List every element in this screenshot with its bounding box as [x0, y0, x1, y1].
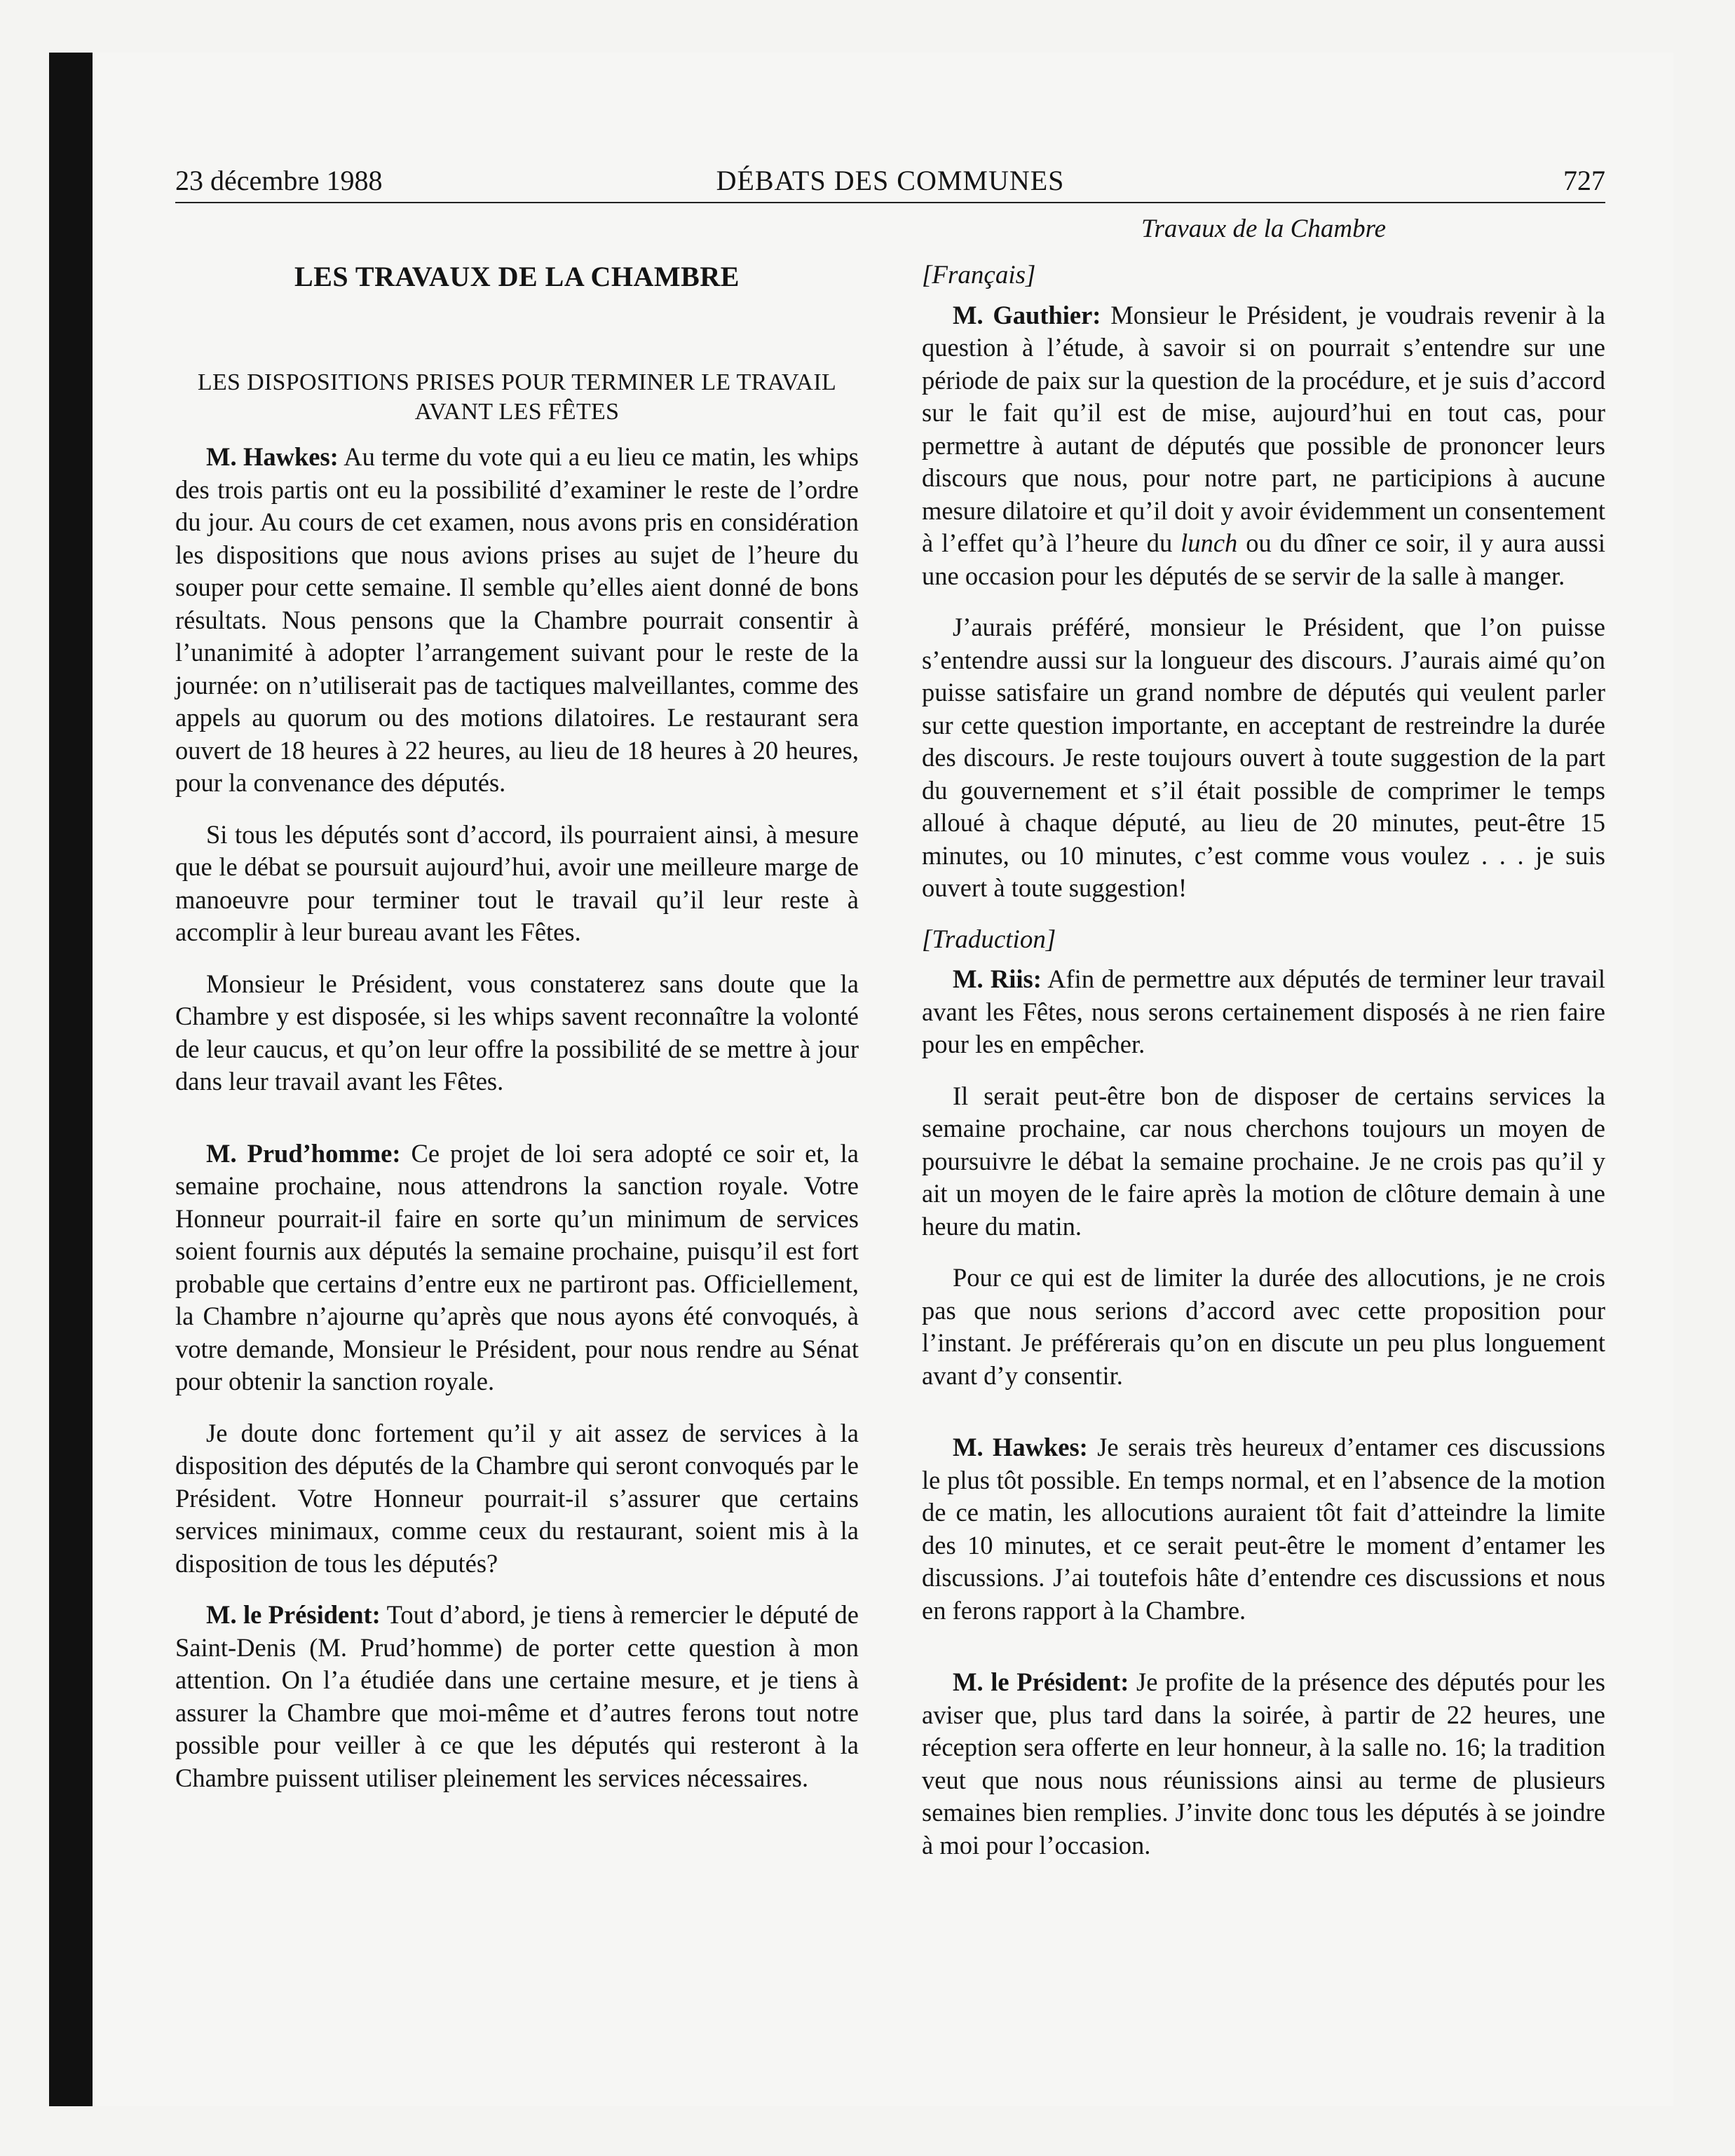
- speaker-name: M. Riis:: [953, 964, 1042, 993]
- scan-binding-edge: [49, 53, 93, 2106]
- speaker-name: M. Hawkes:: [206, 442, 339, 471]
- paragraph: [175, 819, 859, 949]
- paragraph-text: Je serais très heureux d’entamer ces discussions le plus tôt possible. En temps normal, et en l’absence de la motion de ce matin, les allocutions auraient tôt fait d’atteindre la limite des 10 minutes, et ce serait peut-être le moment d’entamer les discussions. J’ai toutefois hâte d’entendre ces discussions et nous en ferons rapport à la Chambre.: [922, 1433, 1606, 1625]
- left-column: [175, 259, 859, 1794]
- paragraph: [922, 1431, 1605, 1627]
- section-running-title: Travaux de la Chambre: [1141, 214, 1387, 243]
- paragraph-text: Je profite de la présence des députés pour les aviser que, plus tard dans la soirée, à partir de 22 heures, une réception sera offerte en leur honneur, à la salle no. 16; la tradition veut que nous nous réunissions ainsi au terme de plusieurs semaines bien remplies. J’invite donc tous les députés à se joindre à moi pour l’occasion.: [922, 1667, 1605, 1860]
- paragraph: [175, 441, 859, 800]
- paragraph: [922, 1666, 1605, 1862]
- paragraph: [922, 1080, 1605, 1243]
- paragraph: [175, 968, 859, 1098]
- speaker-name: M. Gauthier:: [953, 300, 1101, 329]
- paragraph: [922, 963, 1605, 1061]
- speaker-name: M. le Président:: [206, 1600, 381, 1629]
- subsection-heading-line-2: AVANT LES FÊTES: [414, 399, 620, 425]
- journal-title: DÉBATS DES COMMUNES: [716, 165, 1065, 196]
- paragraph: [175, 1599, 859, 1794]
- paragraph-text: Si tous les députés sont d’accord, ils pourraient ainsi, à mesure que le débat se poursuit aujourd’hui, avoir une meilleure marge de manoeuvre pour terminer tout le travail qu’il leur reste à accomplir à leur bureau avant les Fêtes.: [175, 819, 859, 946]
- speaker-name: M. Prud’homme:: [206, 1138, 401, 1168]
- paragraph: [922, 299, 1605, 593]
- paragraph-text: Au terme du vote qui a eu lieu ce matin, les whips des trois partis ont eu la possibilité d’examiner le reste de l’ordre du jour. Au cours de cet examen, nous avons pris en considération les dispositions que nous avions prises au sujet de l’heure du souper pour cette semaine. Il semble qu’elles aient donné de bons résultats. Nous pensons que la Chambre pourrait consentir à l’unanimité à adopter l’arrangement suivant pour le reste de la journée: on n’utiliserait pas de tactiques malveillantes, comme des appels au quorum ou des motions dilatoires. Le restaurant sera ouvert de 18 heures à 22 heures, au lieu de 18 heures à 20 heures, pour la convenance des députés.: [175, 442, 859, 797]
- language-marker: [Traduction]: [922, 925, 1056, 954]
- language-marker: [Français]: [922, 261, 1036, 289]
- running-header: [175, 160, 1605, 203]
- paragraph-text: Monsieur le Président, vous constaterez sans doute que la Chambre y est disposée, si les whips savent reconnaître la volonté de leur caucus, et qu’on leur offre la possibilité de se mettre à jour dans leur travail avant les Fêtes.: [175, 969, 859, 1096]
- paragraph-text: Il serait peut-être bon de disposer de certains services la semaine prochaine, car nous cherchons toujours un moyen de poursuivre le débat la semaine prochaine. Je ne crois pas qu’il y ait un moyen de le faire après la motion de clôture demain à une heure du matin.: [922, 1081, 1605, 1241]
- paragraph-text: J’aurais préféré, monsieur le Président, que l’on puisse s’entendre aussi sur la longueur des discours. J’aurais aimé qu’on puisse satisfaire un grand nombre de députés qui veulent parler sur cette question importante, en acceptant de restreindre la durée des discours. Je reste toujours ouvert à toute suggestion de la part du gouvernement et s’il était possible de comprimer le temps alloué à chaque député, au lieu de 20 minutes, peut-être 15 minutes, ou 10 minutes, c’est comme vous voulez . . . je suis ouvert à toute suggestion!: [922, 613, 1605, 902]
- italic-term: lunch: [1181, 528, 1238, 557]
- paragraph: [922, 611, 1605, 905]
- paragraph: [922, 1262, 1605, 1392]
- section-heading: LES TRAVAUX DE LA CHAMBRE: [294, 261, 740, 292]
- paragraph: [175, 1417, 859, 1581]
- subsection-heading-line-1: LES DISPOSITIONS PRISES POUR TERMINER LE TRAVAIL: [197, 369, 837, 395]
- subsection-heading: [175, 368, 859, 427]
- paragraph-text: Tout d’abord, je tiens à remercier le député de Saint-Denis (M. Prud’homme) de porter cette question à mon attention. On l’a étudiée dans une certaine mesure, et je tiens à assurer la Chambre que moi-même et d’autres ferons tout notre possible pour veiller à ce que les députés qui resteront à la Chambre puissent utiliser pleinement les services nécessaires.: [175, 1600, 859, 1792]
- paragraph-text: Je doute donc fortement qu’il y ait assez de services à la disposition des députés de la Chambre qui seront convoqués par le Président. Votre Honneur pourrait-il s’assurer que certains services minimaux, comme ceux du restaurant, soient mis à la disposition de tous les députés?: [175, 1418, 859, 1578]
- paragraph-text: Monsieur le Président, je voudrais revenir à la question à l’étude, à savoir si on pourrait s’entendre sur une période de paix sur la question de la procédure, et je suis d’accord sur le fait qu’il est de mise, aujourd’hui en tout cas, pour permettre à autant de députés que possible de prononcer leurs discours que nous, pour notre part, ne participions à aucune mesure dilatoire et qu’il doit y avoir évidemment un consentement à l’effet qu’à l’heure du: [922, 300, 1605, 557]
- right-column: [922, 259, 1605, 1862]
- speaker-name: M. le Président:: [953, 1667, 1129, 1696]
- page-number: 727: [1563, 165, 1605, 196]
- paragraph-text: ou du dîner ce soir, il y aura aussi une occasion pour les députés de se servir de la salle à manger.: [922, 528, 1605, 590]
- header-date: 23 décembre 1988: [175, 165, 383, 196]
- speaker-name: M. Hawkes:: [953, 1433, 1088, 1461]
- paragraph-text: Ce projet de loi sera adopté ce soir et, la semaine prochaine, nous attendrons la sanction royale. Votre Honneur pourrait-il faire en sorte qu’un minimum de services soient fournis aux députés la semaine prochaine, puisqu’il est fort probable que certains d’entre eux ne partiront pas. Officiellement, la Chambre n’ajourne qu’après que nous ayons été convoqués, à votre demande, Monsieur le Président, pour nous rendre au Sénat pour obtenir la sanction royale.: [175, 1138, 859, 1396]
- paragraph: [175, 1138, 859, 1398]
- paragraph-text: Afin de permettre aux députés de terminer leur travail avant les Fêtes, nous serons certainement disposés à ne rien faire pour les en empêcher.: [922, 964, 1605, 1058]
- paragraph-text: Pour ce qui est de limiter la durée des allocutions, je ne crois pas que nous serions d’accord avec cette proposition pour l’instant. Je préférerais qu’on en discute un peu plus longuement avant d’y consentir.: [922, 1263, 1605, 1390]
